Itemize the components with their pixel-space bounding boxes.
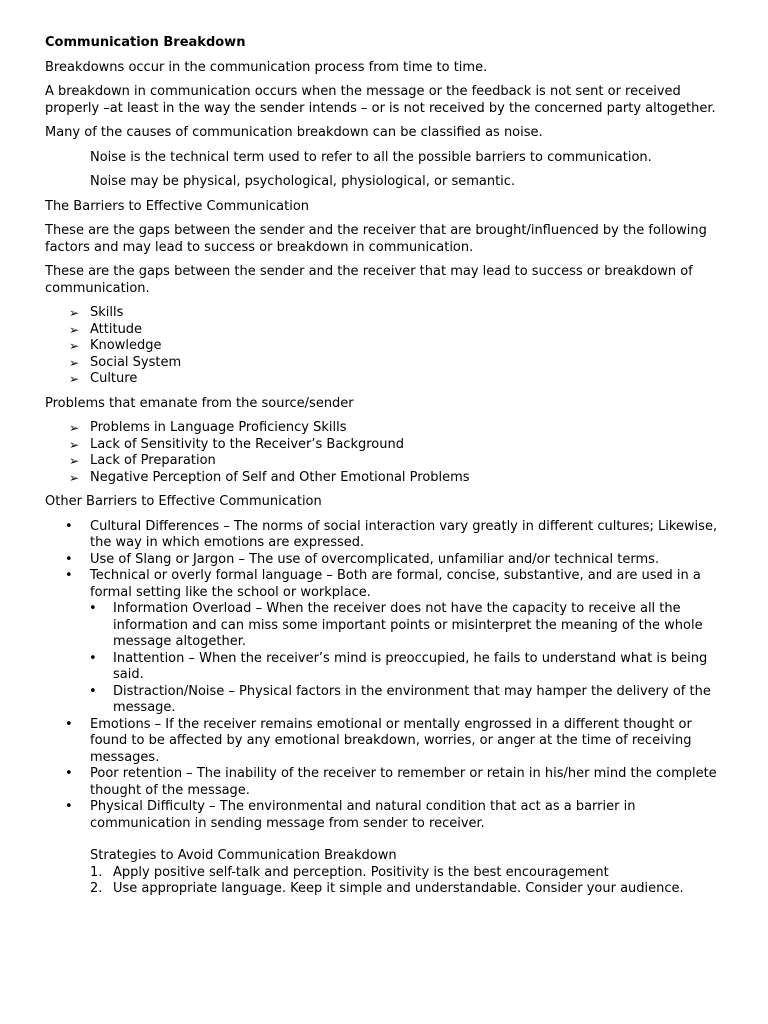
bullet-icon: • [65, 799, 73, 814]
bullet-icon: • [89, 601, 97, 616]
intro-paragraph: Breakdowns occur in the communication process from time to time. [45, 59, 488, 75]
list-item: ➢ Problems in Language Proficiency Skills [69, 420, 347, 435]
list-item: • Emotions – If the receiver remains emotional or mentally engrossed in a different thought or found to be affected by any emotional breakdown, worries, or anger at the time of receiving messages. [65, 716, 692, 765]
strategies-heading: Strategies to Avoid Communication Breakdown [90, 848, 397, 863]
bullet-icon: • [65, 568, 73, 583]
list-item: • Information Overload – When the receiver does not have the capacity to receive all the information and can miss some important points or misinterpret the meaning of the whole message altogether. [89, 601, 703, 649]
arrow-bullet-icon: ➢ [69, 339, 80, 353]
document-title: Communication Breakdown [45, 35, 246, 50]
list-item: ➢ Lack of Sensitivity to the Receiver’s Background [69, 436, 404, 452]
bullet-icon: • [89, 683, 97, 699]
list-number: 1. [90, 864, 103, 880]
list-item: ➢ Knowledge [69, 338, 162, 353]
list-item: ➢ Social System [69, 354, 182, 370]
barriers-paragraph-2: These are the gaps between the sender and the receiver that may lead to success or breakdown of communication. [45, 264, 693, 296]
source-heading: Problems that emanate from the source/sender [45, 395, 354, 411]
list-item: ➢ Culture [69, 371, 138, 386]
sub-barriers-list [90, 601, 725, 717]
noise-intro-paragraph: Many of the causes of communication breakdown can be classified as noise. [45, 125, 543, 140]
list-item: • Poor retention – The inability of the receiver to remember or retain in his/her mind the complete thought of the message. [65, 766, 717, 798]
strategies-list [45, 865, 725, 898]
document-page [45, 35, 725, 906]
list-number: 2. [90, 881, 103, 896]
arrow-bullet-icon: ➢ [69, 306, 80, 320]
list-item: • Use of Slang or Jargon – The use of overcomplicated, unfamiliar and/or technical terms. [65, 551, 660, 567]
other-barriers-heading: Other Barriers to Effective Communication [45, 494, 322, 509]
arrow-bullet-icon: ➢ [69, 372, 80, 386]
arrow-bullet-icon: ➢ [69, 454, 80, 468]
list-item: ➢ Skills [69, 305, 124, 320]
barriers-paragraph-1: These are the gaps between the sender and the receiver that are brought/influenced by the following factors and may lead to success or breakdown in communication. [45, 223, 707, 255]
noise-definition-paragraph: Noise is the technical term used to refer to all the possible barriers to communication. [90, 149, 652, 165]
arrow-bullet-icon: ➢ [69, 437, 80, 452]
list-item: ➢ Attitude [69, 321, 143, 337]
list-item: • Inattention – When the receiver’s mind is preoccupied, he fails to understand what is being said. [89, 650, 708, 682]
factors-list [45, 305, 725, 388]
bullet-icon: • [65, 518, 73, 534]
arrow-bullet-icon: ➢ [69, 470, 80, 485]
barriers-heading: The Barriers to Effective Communication [45, 198, 310, 214]
arrow-bullet-icon: ➢ [69, 355, 80, 370]
bullet-icon: • [65, 716, 73, 732]
list-item: ➢ Negative Perception of Self and Other Emotional Problems [69, 469, 470, 485]
list-item: 2. Use appropriate language. Keep it simple and understandable. Consider your audience. [90, 881, 684, 896]
arrow-bullet-icon: ➢ [69, 322, 80, 337]
definition-paragraph: A breakdown in communication occurs when the message or the feedback is not sent or received properly –at least in the way the sender intends – or is not received by the concerned party altogether. [45, 84, 716, 116]
bullet-icon: • [65, 766, 73, 781]
list-item: • Cultural Differences – The norms of social interaction vary greatly in different cultures; Likewise, the way in which emotions are expressed. [65, 518, 718, 550]
arrow-bullet-icon: ➢ [69, 421, 80, 435]
list-item: ➢ Lack of Preparation [69, 453, 216, 468]
list-item: • Physical Difficulty – The environmental and natural condition that act as a barrier in communication in sending message from sender to receiver. [65, 799, 636, 831]
bullet-icon: • [89, 650, 97, 666]
noise-types-paragraph: Noise may be physical, psychological, physiological, or semantic. [90, 174, 516, 189]
bullet-icon: • [65, 551, 73, 567]
other-barriers-list [45, 519, 725, 833]
list-item: 1. Apply positive self-talk and perception. Positivity is the best encouragement [90, 864, 609, 880]
list-item: • Distraction/Noise – Physical factors in the environment that may hamper the delivery of the message. [89, 683, 711, 715]
source-problems-list [45, 420, 725, 486]
list-item: • Technical or overly formal language – Both are formal, concise, substantive, and are used in a formal setting like the school or workplace. • Information Overload – When the receiver does not have the capacity to receive all the information and can miss some important points or misinterpret the meaning of the whole message altogether. • Inattention – When the receiver’s mind is preoccupied, he fails to understand what is being said. • Distraction/Noise – Physical factors in the environment that may hamper the delivery of the message. [45, 568, 725, 717]
